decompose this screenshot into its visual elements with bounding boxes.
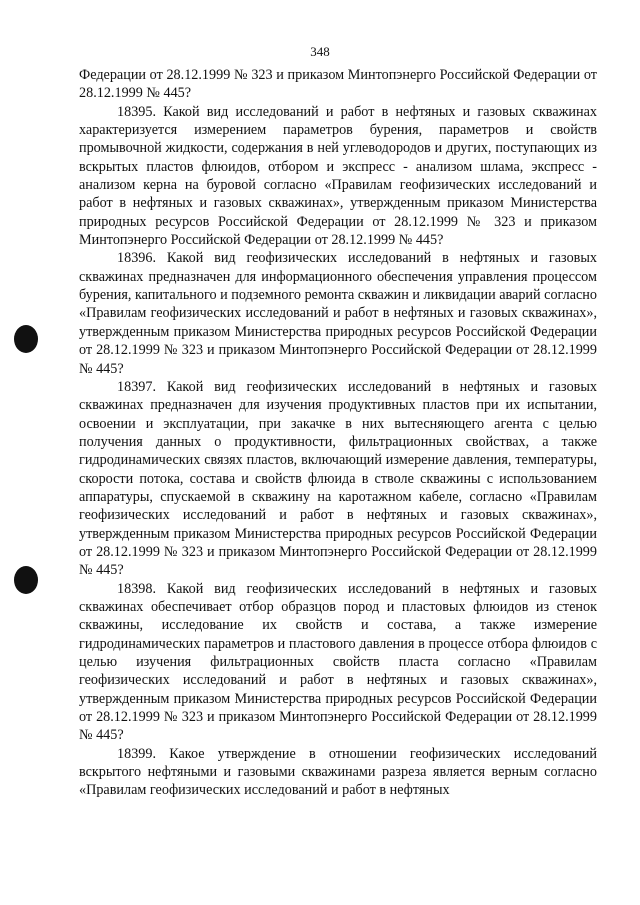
question-18397: 18397. Какой вид геофизических исследований в нефтяных и газовых скважинах предназначен для изучения продуктивных пластов при их испытании, освоении и эксплуатации, при закачке в них вытесняющего агента с целью получения данных о продуктивности, фильтрационных свойствах, а также гидродинамических связях пластов, включающий измерение давления, температуры, скорости потока, состава и свойств флюида в стволе скважины с использованием аппаратуры, спускаемой в скважину на каротажном кабеле, согласно «Правилам геофизических исследований и работ в нефтяных и газовых скважинах», утвержденным приказом Министерства природных ресурсов Российской Федерации от 28.12.1999 № 323 и приказом Минтопэнерго Российской Федерации от 28.12.1999 № 445? [79, 378, 597, 579]
question-18396: 18396. Какой вид геофизических исследований в нефтяных и газовых скважинах предназначен для информационного обеспечения управления процессом бурения, капитального и подземного ремонта скважин и ликвидации аварий согласно «Правилам геофизических исследований и работ в нефтяных и газовых скважинах», утвержденным приказом Министерства природных ресурсов Российской Федерации от 28.12.1999 № 323 и приказом Минтопэнерго Российской Федерации от 28.12.1999 № 445? [79, 250, 597, 377]
question-18399: 18399. Какое утверждение в отношении геофизических исследований вскрытого нефтяными и газовыми скважинами разреза является верным согласно «Правилам геофизических исследований и работ в нефтяных [79, 745, 597, 799]
paragraph-continuation: Федерации от 28.12.1999 № 323 и приказом Минтопэнерго Российской Федерации от 28.12.1999 № 445? [79, 67, 597, 102]
page-number: 348 [310, 44, 330, 59]
question-18398: 18398. Какой вид геофизических исследований в нефтяных и газовых скважинах обеспечивает отбор образцов пород и пластовых флюидов из стенок скважины, исследование их свойств и состава, а также измерение гидродинамических параметров и пластового давления в процессе отбора флюидов с целью изучения фильтрационных свойств пласта согласно «Правилам геофизических исследований и работ в нефтяных и газовых скважинах», утвержденным приказом Министерства природных ресурсов Российской Федерации от 28.12.1999 № 323 и приказом Минтопэнерго Российской Федерации от 28.12.1999 № 445? [79, 580, 597, 744]
punch-hole-mark [14, 325, 38, 353]
punch-hole-mark [14, 566, 38, 594]
document-body [79, 66, 597, 800]
question-18395: 18395. Какой вид исследований и работ в нефтяных и газовых скважинах характеризуется измерением параметров бурения, параметров и свойств промывочной жидкости, содержания в ней углеводородов и других, поступающих из вскрытых пластов флюидов, отбором и экспресс - анализом шлама, экспресс - анализом керна на буровой согласно «Правилам геофизических исследований и работ в нефтяных и газовых скважинах», утвержденным приказом Министерства природных ресурсов Российской Федерации от 28.12.1999 № 323 и приказом Минтопэнерго Российской Федерации от 28.12.1999 № 445? [79, 103, 597, 249]
